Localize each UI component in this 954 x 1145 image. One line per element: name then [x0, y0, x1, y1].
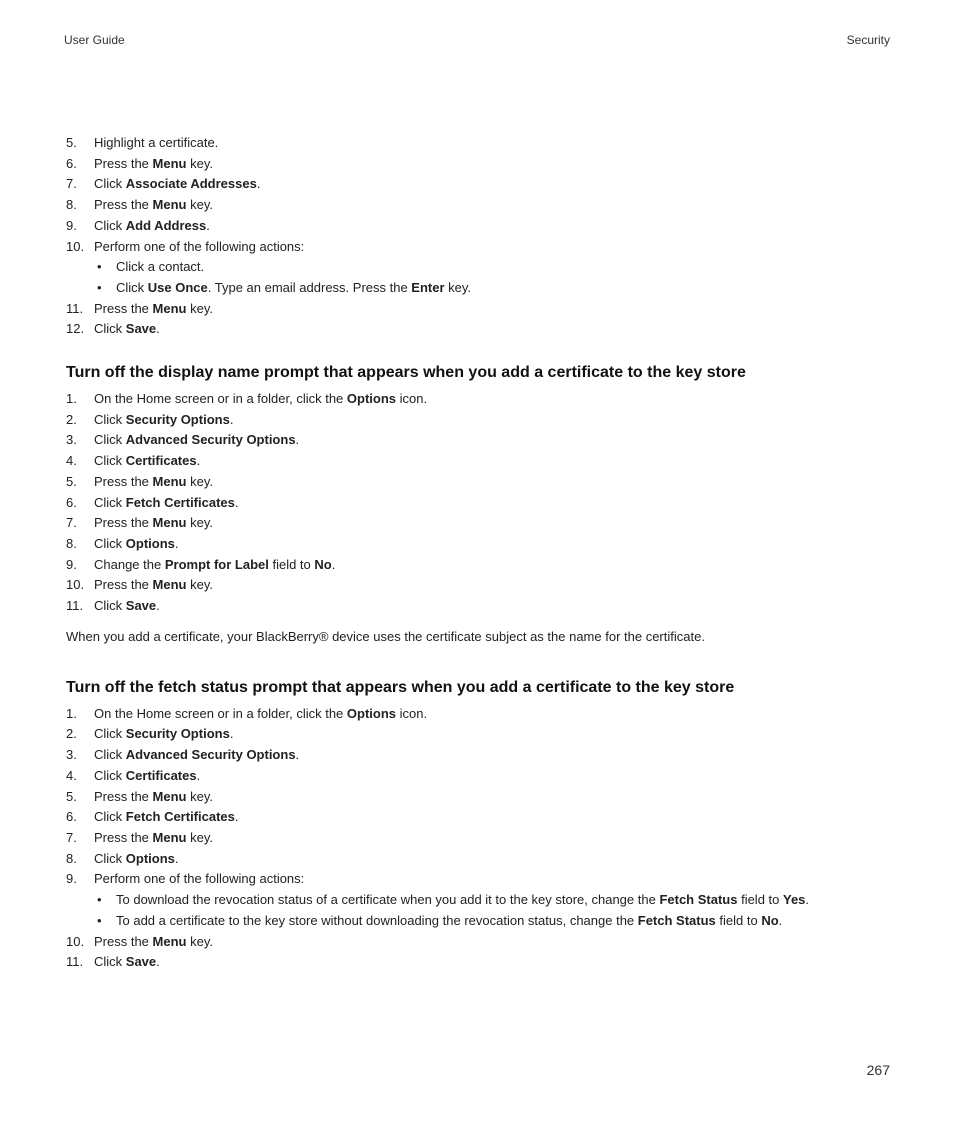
step-text: Click a contact. — [116, 259, 205, 275]
page-content — [66, 133, 896, 973]
step-body — [94, 515, 213, 530]
step-text: Press the — [94, 473, 153, 489]
step-number: 8. — [66, 197, 77, 213]
ui-term: Advanced Security Options — [125, 432, 296, 448]
ui-term: Menu — [152, 829, 187, 845]
step-body — [94, 768, 200, 783]
step-body — [94, 577, 213, 592]
step-text: Press the — [94, 300, 153, 316]
steps-list-fetch-status-prompt — [66, 704, 896, 973]
bullet-list — [94, 257, 896, 298]
step-text: Change the — [94, 556, 165, 572]
ui-term: Menu — [152, 933, 187, 949]
step-text: . — [174, 850, 179, 866]
ui-term: Menu — [152, 300, 187, 316]
step-text: Click — [94, 850, 126, 866]
list-item — [66, 451, 896, 472]
step-number: 5. — [66, 135, 77, 150]
ui-term: Menu — [152, 473, 187, 489]
step-text: icon. — [396, 705, 428, 721]
list-item — [66, 745, 896, 766]
step-text: Press the — [94, 788, 153, 804]
ui-term: Security Options — [125, 726, 230, 742]
list-item — [66, 216, 896, 237]
step-text: Perform one of the following actions: — [94, 871, 305, 887]
step-text: Click — [94, 453, 126, 469]
step-body — [94, 809, 239, 824]
list-item — [66, 932, 896, 953]
step-number: 6. — [66, 494, 77, 510]
step-text: Press the — [94, 515, 153, 531]
step-text: key. — [186, 473, 213, 489]
bullet-item — [94, 257, 896, 278]
ui-term: Menu — [152, 515, 187, 531]
step-body — [94, 453, 200, 468]
ui-term: Advanced Security Options — [125, 747, 296, 763]
step-number: 7. — [66, 829, 77, 845]
list-item — [66, 724, 896, 745]
list-item — [66, 154, 896, 175]
ui-term: Fetch Certificates — [125, 809, 235, 825]
step-text: . — [229, 726, 234, 742]
steps-list-continued — [66, 133, 896, 340]
step-body — [94, 474, 213, 489]
list-item — [66, 493, 896, 514]
ui-term: Add Address — [125, 217, 207, 233]
step-text: . — [174, 535, 179, 551]
step-body — [94, 871, 304, 886]
list-item — [66, 472, 896, 493]
step-text: . — [295, 747, 300, 763]
step-text: Click — [94, 598, 126, 614]
step-number: 6. — [66, 155, 77, 171]
step-text: . — [295, 432, 300, 448]
step-text: Click — [94, 726, 126, 742]
step-number: 10. — [66, 933, 85, 949]
list-item — [66, 849, 896, 870]
step-body — [94, 557, 335, 572]
step-text: key. — [186, 300, 213, 316]
list-item — [66, 410, 896, 431]
step-text: Click — [116, 279, 148, 295]
section-note: When you add a certificate, your BlackBerry® device uses the certificate subject as the name for the certificate. — [66, 628, 705, 644]
step-text: key. — [186, 788, 213, 804]
list-item — [66, 319, 896, 340]
step-number: 11. — [66, 954, 84, 970]
step-number: 5. — [66, 788, 77, 804]
list-item — [66, 596, 896, 617]
step-body — [94, 851, 179, 866]
step-text: . — [778, 912, 783, 928]
step-text: Click — [94, 432, 126, 448]
step-text: key. — [186, 155, 213, 171]
step-text: . — [196, 767, 201, 783]
ui-term: No — [761, 912, 779, 928]
step-body — [94, 830, 213, 845]
step-body — [94, 412, 233, 427]
step-text: . — [196, 453, 201, 469]
ui-term: Options — [125, 535, 175, 551]
step-body — [94, 726, 233, 741]
bullet-item — [94, 911, 896, 932]
step-text: Press the — [94, 577, 153, 593]
ui-term: Certificates — [125, 453, 197, 469]
ui-term: Certificates — [125, 767, 197, 783]
step-text: icon. — [396, 391, 428, 407]
step-number: 10. — [66, 577, 85, 593]
step-number: 4. — [66, 767, 77, 783]
ui-term: Fetch Status — [659, 892, 738, 908]
step-text: . — [156, 598, 160, 614]
step-number: 9. — [66, 871, 77, 887]
step-text: key. — [186, 829, 213, 845]
list-item — [66, 237, 896, 299]
step-text: . — [156, 954, 160, 970]
step-body — [94, 536, 179, 551]
step-text: To add a certificate to the key store without downloading the revocation status, change the — [116, 912, 638, 928]
ui-term: Use Once — [147, 279, 208, 295]
bullet-item — [94, 890, 896, 911]
step-number: 10. — [66, 238, 85, 254]
step-text: . — [229, 411, 234, 427]
list-item — [66, 430, 896, 451]
ui-term: Menu — [152, 155, 187, 171]
step-text: Press the — [94, 933, 153, 949]
ui-term: No — [314, 556, 332, 572]
step-text: field to — [737, 892, 783, 908]
bullet-list — [94, 890, 896, 931]
ui-term: Save — [125, 954, 157, 970]
step-text: Highlight a certificate. — [94, 135, 219, 150]
list-item — [66, 299, 896, 320]
list-item — [66, 766, 896, 787]
step-text: Click — [94, 535, 126, 551]
step-body — [94, 706, 427, 721]
bullet-icon: • — [97, 279, 102, 295]
list-item — [66, 133, 896, 154]
step-body — [94, 197, 213, 212]
ui-term: Enter — [411, 279, 445, 295]
step-number: 3. — [66, 432, 77, 448]
step-number: 6. — [66, 809, 77, 825]
list-item — [66, 534, 896, 555]
step-body — [94, 934, 213, 949]
step-text: On the Home screen or in a folder, click the — [94, 391, 347, 407]
running-header-section: Security — [846, 33, 890, 47]
step-number: 12. — [66, 321, 85, 337]
step-number: 1. — [66, 705, 77, 721]
ui-term: Options — [125, 850, 175, 866]
ui-term: Save — [125, 321, 157, 337]
step-number: 2. — [66, 726, 77, 742]
step-text: Click — [94, 411, 126, 427]
step-body — [94, 176, 260, 191]
step-text: field to — [268, 556, 315, 572]
ui-term: Menu — [152, 197, 187, 213]
list-item — [66, 575, 896, 596]
step-text: . — [234, 809, 239, 825]
ui-term: Prompt for Label — [164, 556, 269, 572]
step-text: Click — [94, 217, 126, 233]
ui-term: Options — [346, 705, 397, 721]
step-text: Press the — [94, 197, 153, 213]
step-body — [94, 218, 210, 233]
step-text: Click — [94, 954, 126, 970]
list-item — [66, 513, 896, 534]
ui-term: Associate Addresses — [125, 176, 257, 192]
step-text: Press the — [94, 829, 153, 845]
step-number: 8. — [66, 850, 77, 866]
step-number: 9. — [66, 217, 77, 233]
step-number: 9. — [66, 556, 77, 572]
step-number: 5. — [66, 473, 77, 489]
step-body — [94, 598, 160, 613]
step-text: key. — [186, 197, 213, 213]
step-text: field to — [715, 912, 762, 928]
bullet-icon: • — [97, 912, 102, 928]
step-number: 8. — [66, 535, 77, 551]
step-number: 2. — [66, 411, 77, 427]
step-text: Click — [94, 809, 126, 825]
step-text: To download the revocation status of a certificate when you add it to the key store, change the — [116, 892, 660, 908]
bullet-icon: • — [97, 259, 102, 275]
step-number: 4. — [66, 453, 77, 469]
step-number: 11. — [66, 300, 84, 316]
list-item — [66, 389, 896, 410]
list-item — [66, 807, 896, 828]
list-item — [66, 952, 896, 973]
list-item — [66, 195, 896, 216]
step-body — [94, 391, 427, 406]
step-text: . — [206, 217, 210, 233]
ui-term: Fetch Status — [637, 912, 716, 928]
step-text: . — [331, 556, 336, 572]
step-body — [94, 495, 239, 510]
list-item — [66, 828, 896, 849]
step-number: 7. — [66, 176, 77, 192]
step-body — [94, 321, 160, 336]
step-text: . Type an email address. Press the — [207, 279, 412, 295]
ui-term: Save — [125, 598, 157, 614]
step-body — [94, 789, 213, 804]
ui-term: Fetch Certificates — [125, 494, 235, 510]
bullet-item — [94, 278, 896, 299]
step-text: Click — [94, 767, 126, 783]
step-text: . — [805, 892, 810, 908]
list-item — [66, 787, 896, 808]
list-item — [66, 869, 896, 931]
ui-term: Security Options — [125, 411, 230, 427]
step-text: . — [256, 176, 261, 192]
ui-term: Yes — [783, 892, 806, 908]
step-text: On the Home screen or in a folder, click the — [94, 705, 347, 721]
step-text: Click — [94, 321, 126, 337]
step-text: Click — [94, 176, 126, 192]
section-heading-fetch-status-prompt: Turn off the fetch status prompt that appears when you add a certificate to the key store — [66, 678, 735, 696]
section-heading-display-name-prompt: Turn off the display name prompt that appears when you add a certificate to the key store — [66, 364, 746, 382]
step-number: 11. — [66, 598, 84, 614]
step-text: key. — [444, 279, 472, 295]
step-text: key. — [186, 515, 213, 531]
step-text: Click — [94, 747, 126, 763]
list-item — [66, 704, 896, 725]
step-body — [94, 747, 299, 762]
step-body — [94, 432, 299, 447]
list-item — [66, 174, 896, 195]
list-item — [66, 555, 896, 576]
step-text: Perform one of the following actions: — [94, 238, 305, 254]
step-text: . — [234, 494, 239, 510]
step-text: . — [156, 321, 160, 337]
step-body — [94, 301, 213, 316]
ui-term: Menu — [152, 788, 187, 804]
page-number: 267 — [866, 1062, 890, 1078]
ui-term: Options — [346, 391, 397, 407]
ui-term: Menu — [152, 577, 187, 593]
step-body — [94, 156, 213, 171]
step-body — [94, 135, 218, 150]
step-number: 7. — [66, 515, 77, 531]
step-text: Press the — [94, 155, 153, 171]
step-number: 1. — [66, 391, 77, 407]
bullet-icon: • — [97, 892, 102, 908]
step-body — [94, 239, 304, 254]
step-text: key. — [186, 933, 213, 949]
step-body — [94, 954, 160, 969]
step-text: key. — [186, 577, 213, 593]
step-number: 3. — [66, 747, 77, 763]
steps-list-display-name-prompt — [66, 389, 896, 617]
running-header-title: User Guide — [64, 33, 125, 47]
step-text: Click — [94, 494, 126, 510]
